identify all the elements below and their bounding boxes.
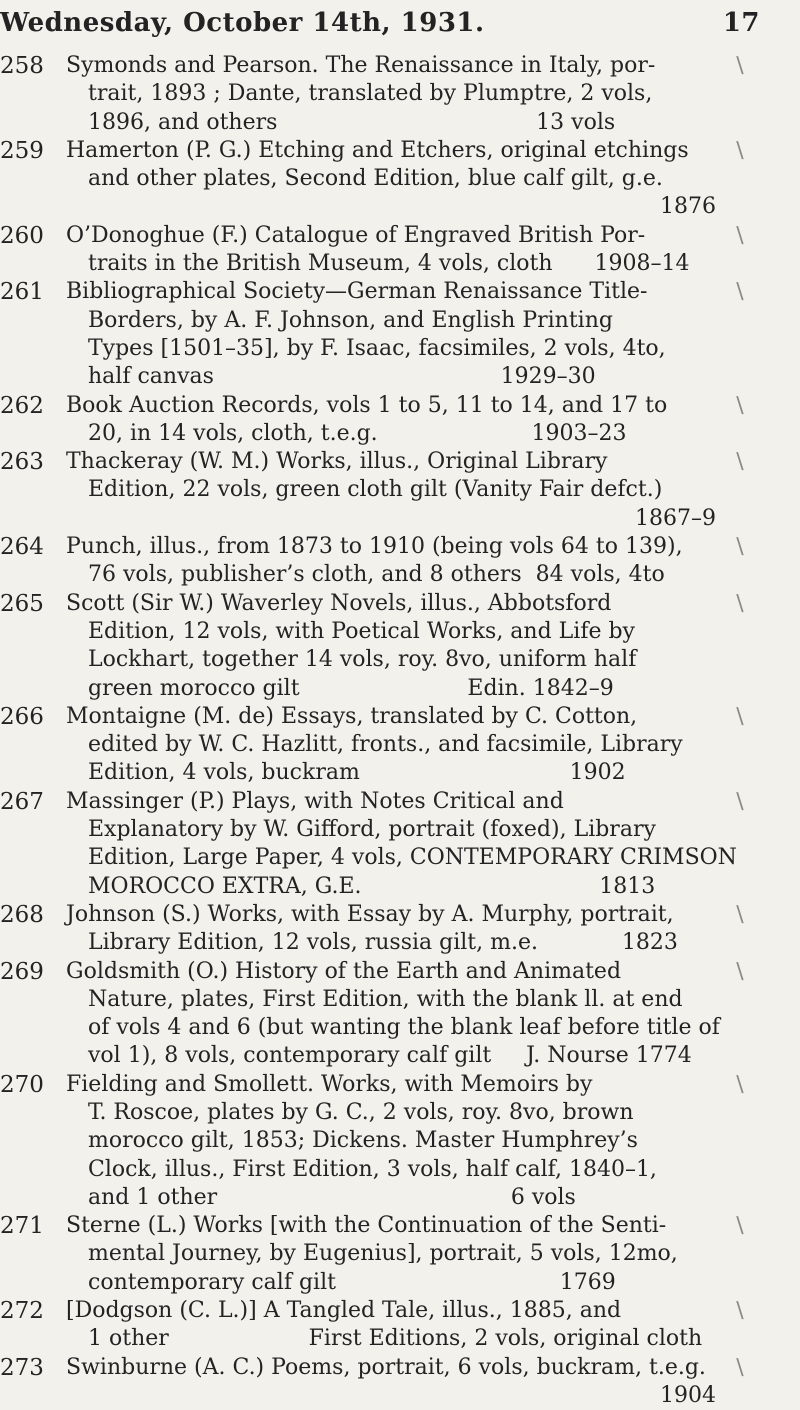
lot-line: T. Roscoe, plates by G. C., 2 vols, roy. 8vo, brown bbox=[88, 1099, 634, 1125]
lot-line: 1896, and others 13 vols bbox=[88, 109, 616, 135]
lot-entry bbox=[0, 278, 800, 391]
lot-entry bbox=[0, 137, 800, 222]
lot-number: 267 bbox=[0, 788, 44, 815]
lot-line: Goldsmith (O.) History of the Earth and Animated bbox=[66, 958, 622, 984]
lot-line: MOROCCO EXTRA, G.E. 1813 bbox=[88, 873, 656, 899]
lot-number: 263 bbox=[0, 449, 44, 476]
lot-line: Book Auction Records, vols 1 to 5, 11 to 14, and 17 to bbox=[66, 392, 668, 418]
lot-entry bbox=[0, 958, 800, 1071]
lot-line: Hamerton (P. G.) Etching and Etchers, original etchings bbox=[66, 137, 689, 163]
lot-line: Punch, illus., from 1873 to 1910 (being vols 64 to 139), bbox=[66, 534, 683, 560]
lot-number: 261 bbox=[0, 279, 44, 306]
pencil-mark-icon: ∖ bbox=[732, 704, 747, 730]
lot-line: Scott (Sir W.) Waverley Novels, illus., Abbotsford bbox=[66, 590, 612, 616]
lot-line: 1904 bbox=[660, 1382, 716, 1408]
lot-line: trait, 1893 ; Dante, translated by Plumptre, 2 vols, bbox=[88, 81, 653, 107]
pencil-mark-icon: ∖ bbox=[732, 138, 747, 164]
page-header bbox=[0, 8, 780, 38]
lot-number: 266 bbox=[0, 703, 44, 730]
lot-entry bbox=[0, 1354, 800, 1410]
lot-line: Fielding and Smollett. Works, with Memoirs by bbox=[66, 1071, 593, 1097]
lot-line: vol 1), 8 vols, contemporary calf gilt J. Nourse 1774 bbox=[88, 1043, 692, 1069]
lot-line: green morocco gilt Edin. 1842–9 bbox=[88, 675, 614, 701]
pencil-mark-icon: ∖ bbox=[732, 393, 747, 419]
pencil-mark-icon: ∖ bbox=[732, 1299, 747, 1325]
lot-entry bbox=[0, 1212, 800, 1297]
lot-line: Nature, plates, First Edition, with the blank ll. at end bbox=[88, 986, 683, 1012]
lot-line: and 1 other 6 vols bbox=[88, 1184, 576, 1210]
lot-number: 262 bbox=[0, 392, 44, 419]
lot-number: 270 bbox=[0, 1071, 44, 1098]
lot-entry bbox=[0, 222, 800, 279]
lot-entry bbox=[0, 52, 800, 137]
lot-entry bbox=[0, 1297, 800, 1354]
lot-number: 268 bbox=[0, 901, 44, 928]
lot-line: 76 vols, publisher’s cloth, and 8 others 84 vols, 4to bbox=[88, 562, 665, 588]
lot-entry bbox=[0, 788, 800, 901]
lot-entry bbox=[0, 448, 800, 533]
lot-line: Symonds and Pearson. The Renaissance in Italy, por- bbox=[66, 53, 656, 78]
lot-line: Bibliographical Society—German Renaissance Title- bbox=[66, 279, 648, 305]
lot-line: Edition, 12 vols, with Poetical Works, and Life by bbox=[88, 618, 635, 644]
lot-line: 1876 bbox=[660, 194, 716, 220]
lot-line: Massinger (P.) Plays, with Notes Critical and bbox=[66, 788, 564, 814]
page-number: 17 bbox=[722, 8, 760, 38]
pencil-mark-icon: ∖ bbox=[732, 450, 747, 476]
lot-entry bbox=[0, 590, 800, 703]
lot-line: of vols 4 and 6 (but wanting the blank leaf before title of bbox=[88, 1015, 720, 1041]
lot-line: Swinburne (A. C.) Poems, portrait, 6 vols, buckram, t.e.g. bbox=[66, 1354, 706, 1380]
pencil-mark-icon: ∖ bbox=[732, 280, 747, 306]
lot-line: Edition, 22 vols, green cloth gilt (Vanity Fair defct.) bbox=[88, 477, 663, 503]
lot-entry bbox=[0, 703, 800, 788]
pencil-mark-icon: ∖ bbox=[732, 54, 747, 79]
lot-entry bbox=[0, 392, 800, 449]
pencil-mark-icon: ∖ bbox=[732, 959, 747, 985]
lot-line: 1867–9 bbox=[635, 505, 716, 531]
lot-entry bbox=[0, 901, 800, 958]
lot-number: 264 bbox=[0, 534, 44, 561]
pencil-mark-icon: ∖ bbox=[732, 223, 747, 249]
lot-number: 259 bbox=[0, 137, 44, 164]
lot-line: Clock, illus., First Edition, 3 vols, half calf, 1840–1, bbox=[88, 1156, 657, 1182]
lot-line: Library Edition, 12 vols, russia gilt, m.e. 1823 bbox=[88, 930, 678, 956]
lot-number: 260 bbox=[0, 222, 44, 249]
lot-line: Borders, by A. F. Johnson, and English Printing bbox=[88, 307, 613, 333]
pencil-mark-icon: ∖ bbox=[732, 535, 747, 561]
lot-line: edited by W. C. Hazlitt, fronts., and facsimile, Library bbox=[88, 732, 683, 758]
lot-line: Edition, Large Paper, 4 vols, CONTEMPORARY CRIMSON bbox=[88, 845, 737, 871]
pencil-mark-icon: ∖ bbox=[732, 902, 747, 928]
lot-line: 20, in 14 vols, cloth, t.e.g. 1903–23 bbox=[88, 420, 627, 446]
lot-line: morocco gilt, 1853; Dickens. Master Humphrey’s bbox=[88, 1128, 638, 1154]
lot-list bbox=[0, 52, 800, 1410]
pencil-mark-icon: ∖ bbox=[732, 1355, 747, 1381]
lot-line: 1 other First Editions, 2 vols, original cloth bbox=[88, 1326, 703, 1352]
lot-line: half canvas 1929–30 bbox=[88, 364, 596, 390]
lot-line: Johnson (S.) Works, with Essay by A. Murphy, portrait, bbox=[66, 901, 674, 927]
pencil-mark-icon: ∖ bbox=[732, 1214, 747, 1240]
lot-line: and other plates, Second Edition, blue calf gilt, g.e. bbox=[88, 166, 663, 192]
lot-line: Montaigne (M. de) Essays, translated by C. Cotton, bbox=[66, 703, 638, 729]
lot-line: Thackeray (W. M.) Works, illus., Original Library bbox=[66, 449, 608, 475]
pencil-mark-icon: ∖ bbox=[732, 1072, 747, 1098]
lot-entry bbox=[0, 533, 800, 590]
lot-line: Edition, 4 vols, buckram 1902 bbox=[88, 760, 626, 786]
lot-number: 271 bbox=[0, 1213, 44, 1240]
lot-line: Lockhart, together 14 vols, roy. 8vo, uniform half bbox=[88, 647, 637, 673]
lot-number: 265 bbox=[0, 590, 44, 617]
lot-line: Explanatory by W. Gifford, portrait (foxed), Library bbox=[88, 817, 656, 843]
lot-number: 272 bbox=[0, 1298, 44, 1325]
lot-entry bbox=[0, 1071, 800, 1213]
pencil-mark-icon: ∖ bbox=[732, 789, 747, 815]
lot-number: 258 bbox=[0, 53, 44, 79]
lot-line: Types [1501–35], by F. Isaac, facsimiles, 2 vols, 4to, bbox=[88, 335, 666, 361]
header-date-line: Wednesday, October 14th, 1931. bbox=[0, 8, 485, 38]
lot-line: mental Journey, by Eugenius], portrait, 5 vols, 12mo, bbox=[88, 1241, 678, 1267]
lot-number: 273 bbox=[0, 1354, 44, 1381]
pencil-mark-icon: ∖ bbox=[732, 591, 747, 617]
lot-line: Sterne (L.) Works [with the Continuation of the Senti- bbox=[66, 1213, 667, 1239]
lot-line: contemporary calf gilt 1769 bbox=[88, 1269, 616, 1295]
lot-number: 269 bbox=[0, 958, 44, 985]
lot-line: [Dodgson (C. L.)] A Tangled Tale, illus., 1885, and bbox=[66, 1298, 622, 1324]
lot-line: O’Donoghue (F.) Catalogue of Engraved British Por- bbox=[66, 222, 646, 248]
lot-line: traits in the British Museum, 4 vols, cloth 1908–14 bbox=[88, 251, 690, 277]
